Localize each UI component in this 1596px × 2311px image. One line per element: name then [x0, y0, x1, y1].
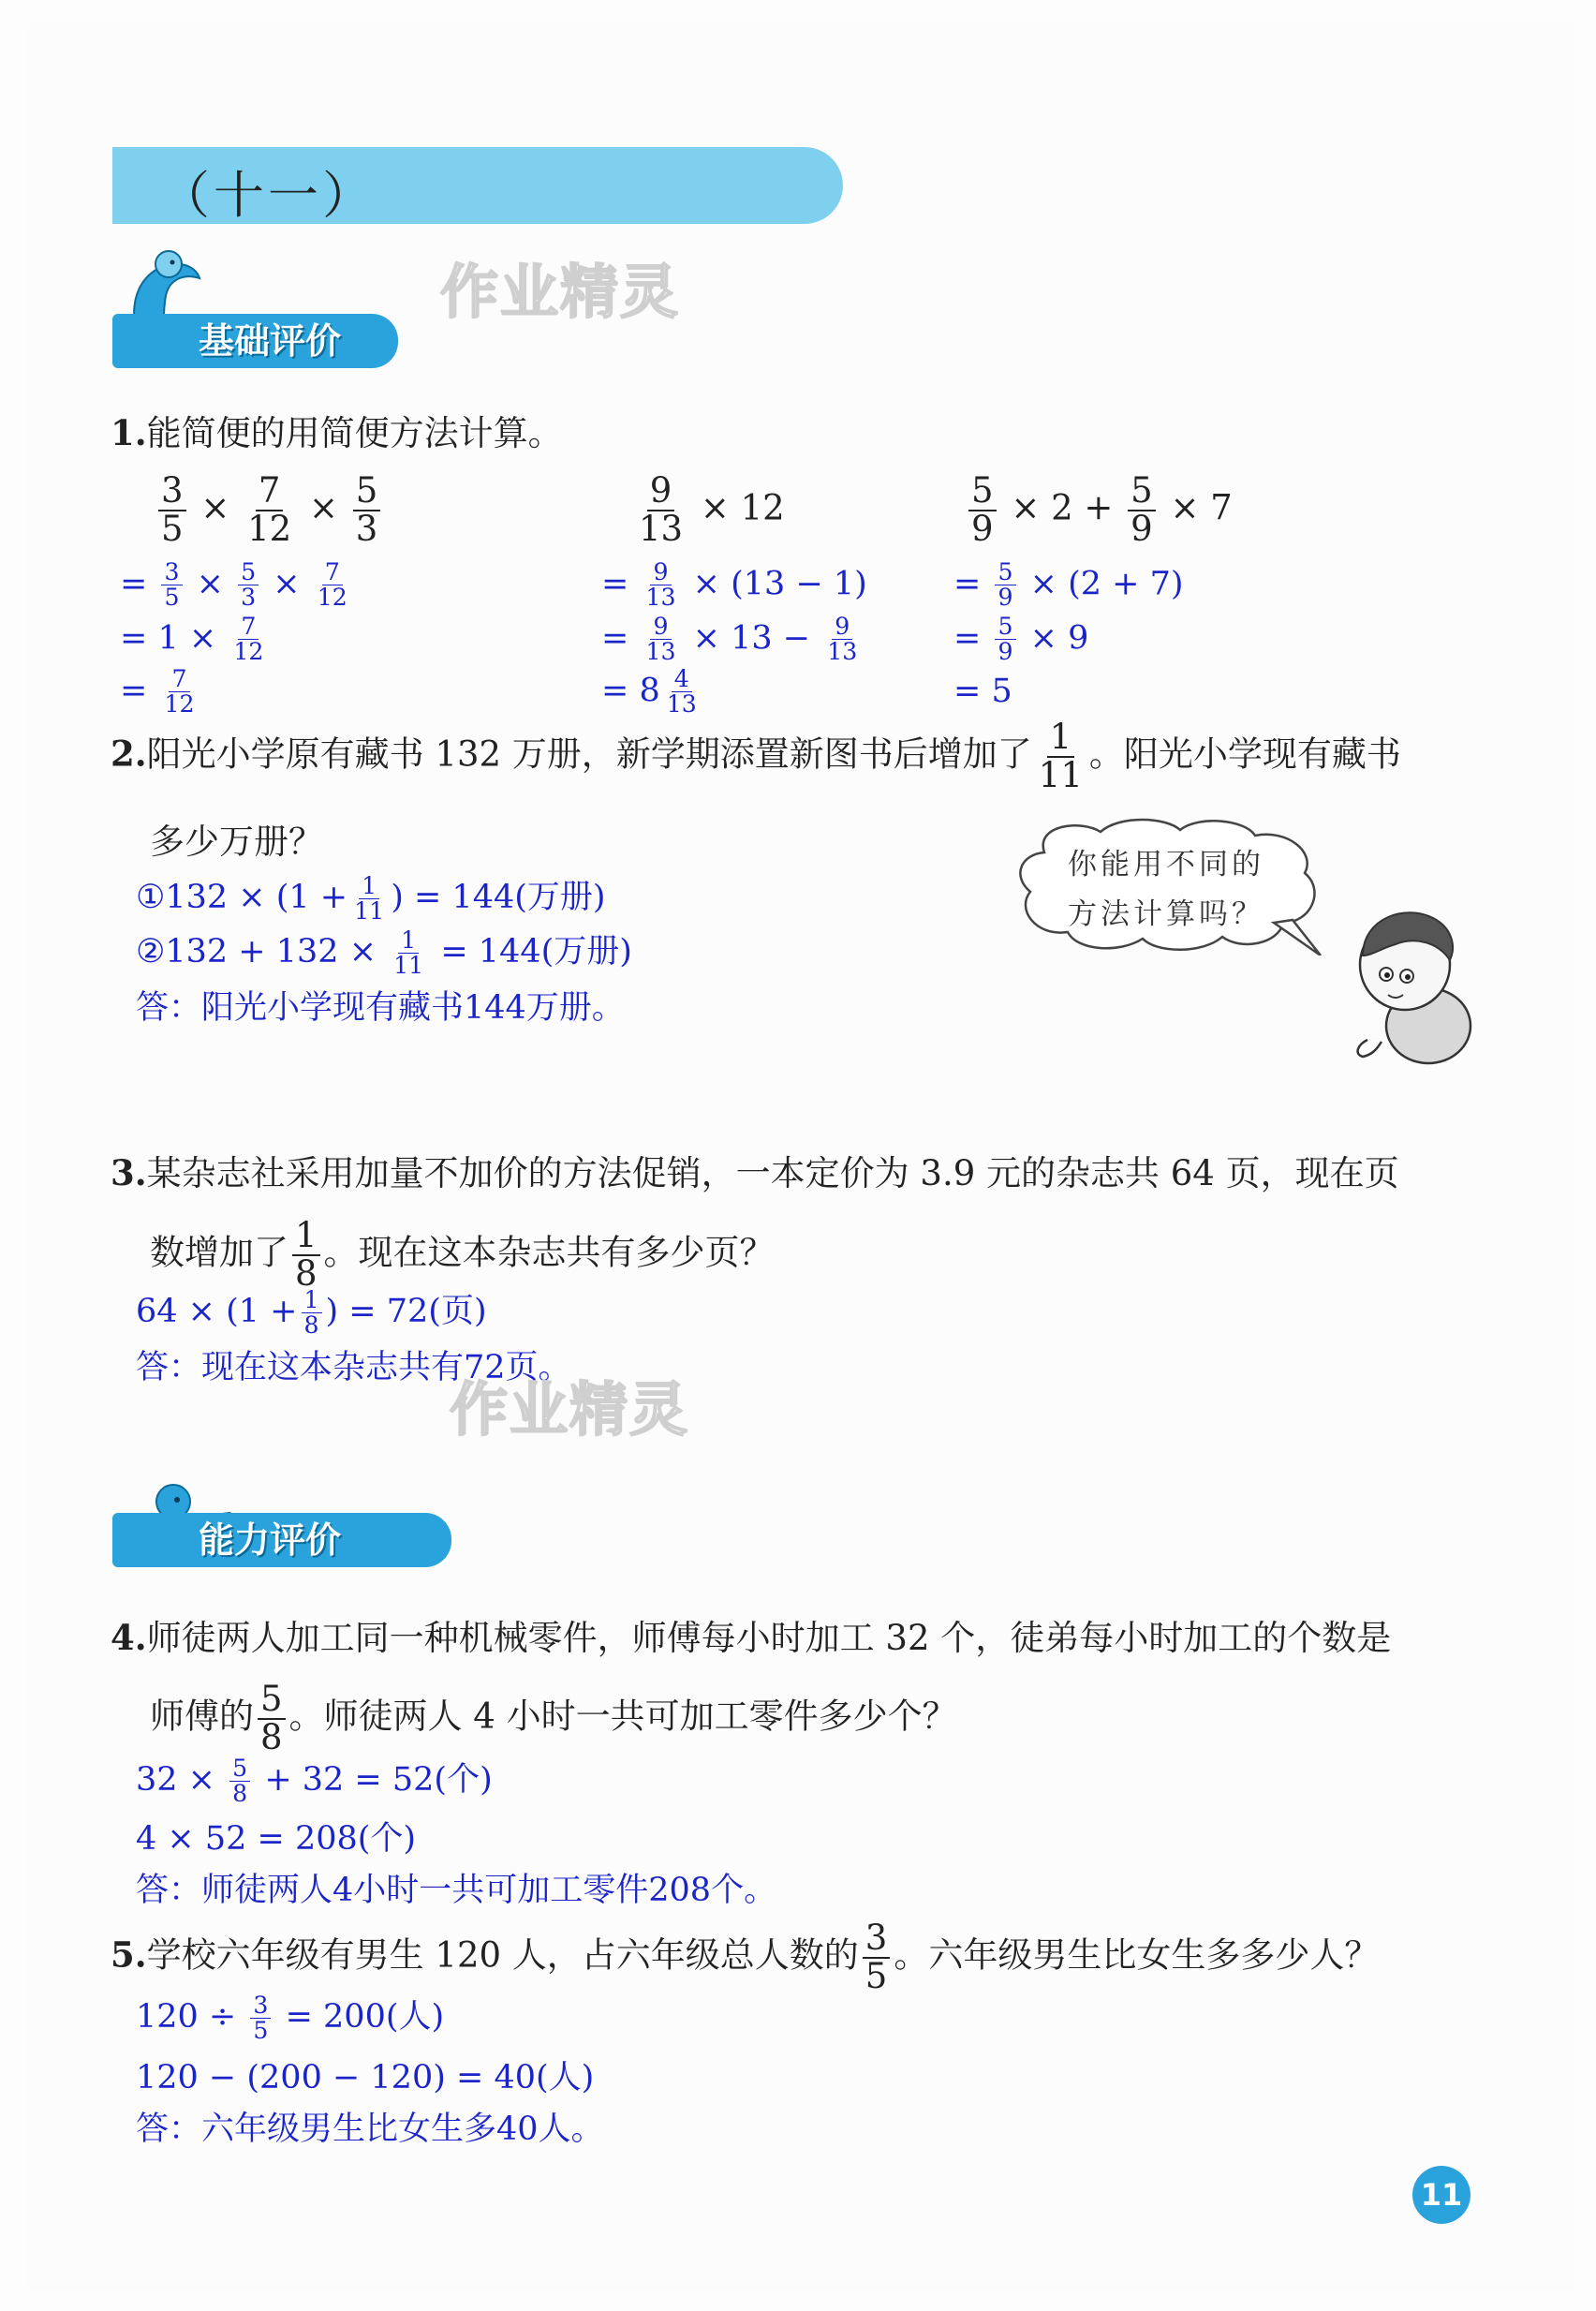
q1c-step-2: = $\frac{5}{9}$ × 9	[953, 613, 1089, 666]
question-number: 4.	[111, 1617, 147, 1658]
q1c-step-3: = 5	[953, 673, 1012, 710]
q1c-expression: $\frac{5}{9}$ × 2 + $\frac{5}{9}$ × 7	[965, 473, 1233, 548]
q1a-step-3: = $\frac{7}{12}$	[120, 665, 195, 718]
q5-final-answer: 答：六年级男生比女生多40人。	[136, 2111, 604, 2148]
q2-answer-2: ②132 + 132 × $\frac{1}{11}$ = 144(万册)	[136, 926, 632, 979]
question-3: 3.某杂志社采用加量不加价的方法促销，一本定价为 3.9 元的杂志共 64 页，现在页	[111, 1152, 1399, 1193]
q1a-step-2: = 1 × $\frac{7}{12}$	[120, 613, 264, 666]
question-1	[111, 405, 563, 455]
fraction: $\frac{3}{5}$	[158, 473, 186, 548]
q4-final-answer: 答：师徒两人4小时一共可加工零件208个。	[136, 1872, 777, 1909]
question-number: 5.	[111, 1933, 147, 1976]
section-basic-evaluation: 基础评价	[112, 314, 398, 368]
q5-answer-1: 120 ÷ $\frac{3}{5}$ = 200(人)	[136, 1991, 445, 2044]
fraction: $\frac{5}{9}$	[1128, 473, 1156, 548]
q1b-step-1: = $\frac{9}{13}$ × (13 − 1)	[601, 558, 867, 612]
question-4-line-2: 师傅的 $\frac{5}{8}$ 。师徒两人 4 小时一共可加工零件多少个？	[150, 1679, 957, 1757]
thought-bubble	[1007, 815, 1325, 956]
q3-answer-1: 64 × (1 + $\frac{1}{8}$ ) = 72(页)	[136, 1285, 487, 1339]
question-5: 5.学校六年级有男生 120 人，占六年级总人数的 $\frac{3}{5}$ 。六年级男生比女生多多少人？	[111, 1918, 1380, 1996]
q4-answer-1: 32 × $\frac{5}{8}$ + 32 = 52(个)	[136, 1754, 493, 1807]
question-2: 2.阳光小学原有藏书 132 万册，新学期添置新图书后增加了 $\frac{1}{11}$ 。阳光小学现有藏书	[111, 717, 1401, 795]
question-2-line-2: 多少万册？	[150, 822, 323, 862]
fraction: $\frac{5}{3}$	[353, 473, 381, 548]
watermark: 作业精灵	[440, 258, 681, 326]
page-number: 11	[1412, 2166, 1470, 2224]
question-number: 3.	[111, 1152, 147, 1193]
fraction: $\frac{7}{12}$	[247, 470, 292, 549]
watermark: 作业精灵	[450, 1375, 690, 1444]
bubble-line-1: 你能用不同的	[1068, 848, 1264, 881]
question-number: 2.	[111, 733, 147, 775]
q5-answer-2: 120 − (200 − 120) = 40(人)	[136, 2059, 595, 2096]
q2-final-answer: 答：阳光小学现有藏书144万册。	[136, 989, 625, 1027]
question-number: 1.	[111, 412, 147, 453]
boy-character-icon	[1339, 890, 1480, 1068]
q1a-step-1: = $\frac{3}{5}$ × $\frac{5}{3}$ × $\frac{7}{12}$	[120, 558, 347, 612]
bubble-line-2: 方法计算吗？	[1068, 897, 1264, 931]
q1c-step-1: = $\frac{5}{9}$ × (2 + 7)	[953, 558, 1184, 612]
q1b-step-3: = 8 $\frac{4}{13}$	[601, 665, 697, 718]
q2-answer-1: ①132 × (1 + $\frac{1}{11}$ ) = 144(万册)	[136, 871, 606, 925]
question-3-line-2: 数增加了 $\frac{1}{8}$ 。现在这本杂志共有多少页？	[150, 1215, 775, 1294]
q1b-step-2: = $\frac{9}{13}$ × 13 − $\frac{9}{13}$	[601, 613, 858, 666]
q1a-expression: $\frac{3}{5}$ × $\frac{7}{12}$ × $\frac{5}{3}$	[155, 473, 384, 548]
fraction: $\frac{5}{9}$	[968, 473, 997, 548]
fraction: $\frac{9}{13}$	[639, 470, 684, 549]
section-ability-evaluation: 能力评价	[112, 1513, 451, 1567]
q1b-expression: $\frac{9}{13}$ × 12	[632, 473, 785, 548]
q4-answer-2: 4 × 52 = 208(个)	[136, 1820, 417, 1858]
lesson-title: （十一）	[159, 166, 377, 225]
q3-final-answer: 答：现在这本杂志共有72页。	[136, 1349, 571, 1386]
question-4: 4.师徒两人加工同一种机械零件，师傅每小时加工 32 个，徒弟每小时加工的个数是	[111, 1617, 1392, 1658]
question-text: 能简便的用简便方法计算。	[146, 413, 563, 453]
